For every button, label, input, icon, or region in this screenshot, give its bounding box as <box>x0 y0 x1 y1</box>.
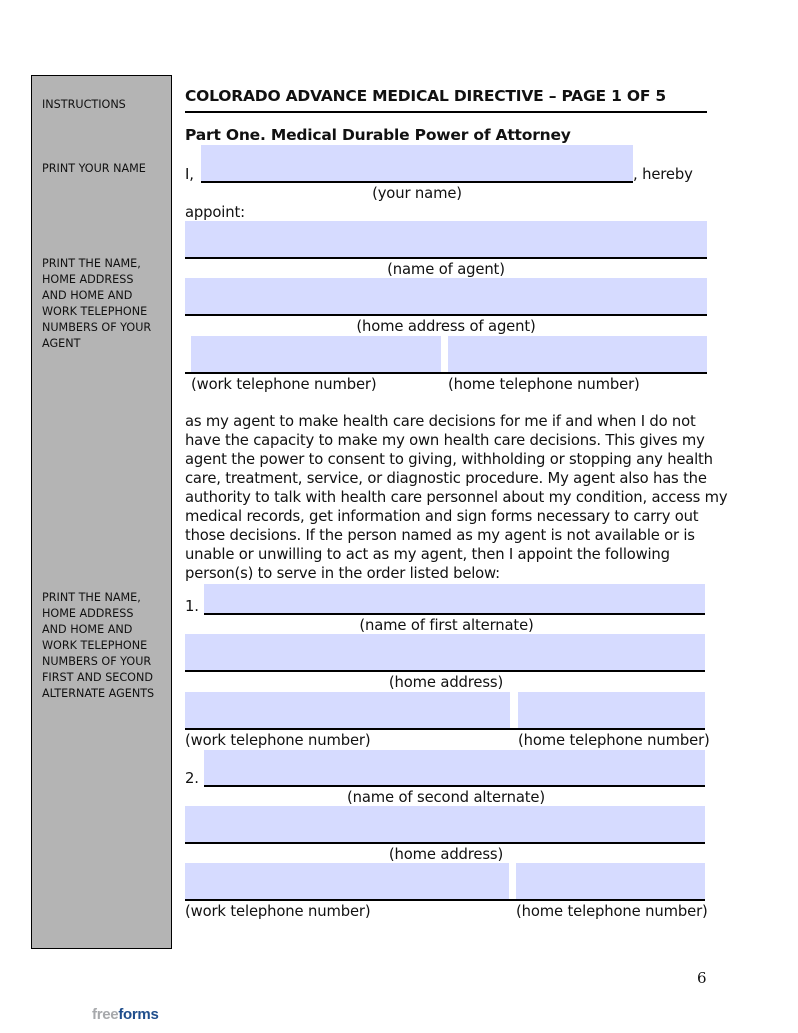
second-alternate-home-phone-field[interactable] <box>516 863 705 899</box>
agent-address-caption: (home address of agent) <box>356 318 536 335</box>
your-name-underline <box>201 181 633 183</box>
logo-forms-text: forms <box>118 1006 159 1023</box>
sidebar-note-instructions: INSTRUCTIONS <box>42 98 126 111</box>
agent-phone-underline <box>185 372 707 374</box>
agent-name-underline <box>185 257 707 259</box>
second-alternate-number: 2. <box>185 770 199 787</box>
your-name-caption: (your name) <box>372 185 462 202</box>
page-title: COLORADO ADVANCE MEDICAL DIRECTIVE – PAGE 1 OF 5 <box>185 87 667 105</box>
first-alternate-home-phone-caption: (home telephone number) <box>518 732 710 749</box>
instructions-sidebar <box>31 75 172 949</box>
freeforms-logo <box>92 1006 159 1023</box>
first-alternate-phone-underline <box>185 728 705 730</box>
sidebar-note-agent: PRINT THE NAME, HOME ADDRESS AND HOME AND WORK TELEPHONE NUMBERS OF YOUR AGENT <box>42 257 152 350</box>
first-alternate-work-phone-field[interactable] <box>185 692 510 728</box>
agent-name-caption: (name of agent) <box>387 261 505 278</box>
first-alternate-name-underline <box>204 613 705 615</box>
your-name-field[interactable] <box>201 145 633 181</box>
second-alternate-name-caption: (name of second alternate) <box>346 789 545 806</box>
first-alternate-address-caption: (home address) <box>388 674 504 691</box>
first-alternate-work-phone-caption: (work telephone number) <box>185 732 371 749</box>
second-alternate-home-phone-caption: (home telephone number) <box>516 903 708 920</box>
sidebar-note-print-your-name: PRINT YOUR NAME <box>42 162 146 175</box>
first-alternate-address-underline <box>185 670 705 672</box>
second-alternate-address-caption: (home address) <box>388 846 504 863</box>
agent-address-underline <box>185 314 707 316</box>
first-alternate-name-caption: (name of first alternate) <box>359 617 534 634</box>
appoint-text: appoint: <box>185 204 245 221</box>
second-alternate-work-phone-field[interactable] <box>185 863 509 899</box>
first-alternate-address-field[interactable] <box>185 634 705 670</box>
sidebar-note-alternates: PRINT THE NAME, HOME ADDRESS AND HOME AND WORK TELEPHONE NUMBERS OF YOUR FIRST AND SECOND ALTERNATE AGENTS <box>42 591 155 700</box>
second-alternate-work-phone-caption: (work telephone number) <box>185 903 371 920</box>
second-alternate-address-field[interactable] <box>185 806 705 842</box>
logo-free-text: free <box>92 1006 119 1023</box>
agent-home-phone-caption: (home telephone number) <box>448 376 640 393</box>
first-alternate-name-field[interactable] <box>204 584 705 613</box>
agent-work-phone-caption: (work telephone number) <box>191 376 377 393</box>
agent-address-field[interactable] <box>185 278 707 314</box>
part-title: Part One. Medical Durable Power of Attorney <box>185 126 571 144</box>
principal-suffix: , hereby <box>633 166 693 183</box>
agent-name-field[interactable] <box>185 221 707 257</box>
second-alternate-phone-underline <box>185 899 705 901</box>
principal-prefix: I, <box>185 166 194 183</box>
agent-work-phone-field[interactable] <box>191 336 441 372</box>
second-alternate-name-field[interactable] <box>204 750 705 785</box>
second-alternate-address-underline <box>185 842 705 844</box>
form-body <box>185 0 728 1033</box>
first-alternate-number: 1. <box>185 598 199 615</box>
first-alternate-home-phone-field[interactable] <box>518 692 705 728</box>
authority-paragraph: as my agent to make health care decisions for me if and when I do not have the capacity to make my own health care decisions. This gives my agent the power to consent to giving, withholding or stopping any health care, treatment, service, or diagnostic procedure. My agent also has the authority to talk with health care personnel about my condition, access my medical records, get information and sign forms necessary to carry out those decisions. If the person named as my agent is not available or is unable or unwilling to act as my agent, then I appoint the following person(s) to serve in the order listed below: <box>185 413 728 582</box>
page-number: 6 <box>697 969 707 987</box>
title-divider <box>185 111 707 113</box>
second-alternate-name-underline <box>204 785 705 787</box>
agent-home-phone-field[interactable] <box>448 336 707 372</box>
